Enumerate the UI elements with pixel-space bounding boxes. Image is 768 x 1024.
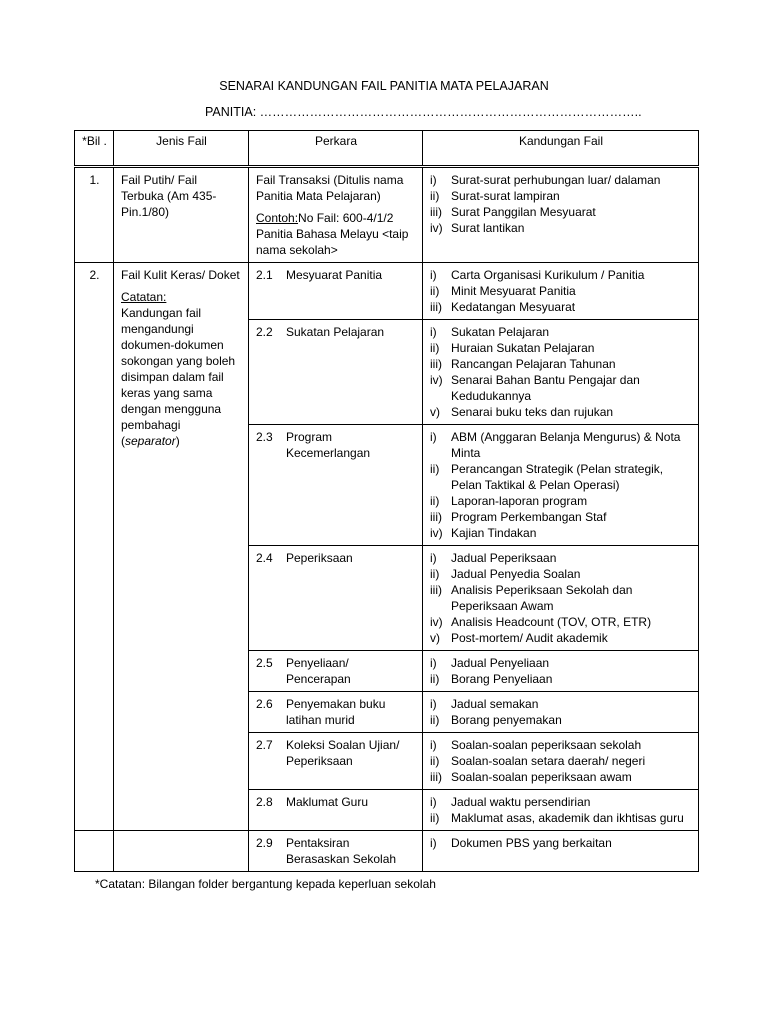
section-title: Koleksi Soalan Ujian/ Peperiksaan: [286, 738, 400, 768]
list-item-text: Jadual semakan: [451, 697, 539, 711]
list-item: [430, 671, 692, 687]
section-number: 2.5: [256, 656, 273, 670]
list-item: [430, 429, 692, 461]
kandungan-list: [430, 172, 692, 236]
row-perkara: [249, 651, 423, 692]
list-item-number: iii): [430, 205, 442, 219]
section-number: 2.3: [256, 430, 273, 444]
kandungan-list: [430, 267, 692, 315]
list-item: [430, 566, 692, 582]
row-kandungan: [423, 651, 699, 692]
list-item-text: Senarai buku teks dan rujukan: [451, 405, 614, 419]
row-kandungan: [423, 167, 699, 263]
row-perkara: [249, 546, 423, 651]
section-heading: [256, 794, 416, 810]
list-item-number: i): [430, 836, 437, 850]
list-item-text: ABM (Anggaran Belanja Mengurus) & Nota Minta: [451, 430, 681, 460]
list-item-text: Jadual waktu persendirian: [451, 795, 591, 809]
perkara-main: Fail Transaksi (Ditulis nama Panitia Mata Pelajaran): [256, 173, 404, 203]
list-item-text: Surat lantikan: [451, 221, 525, 235]
kandungan-list: [430, 737, 692, 785]
list-item: [430, 172, 692, 188]
list-item-number: i): [430, 430, 437, 444]
list-item-text: Jadual Penyedia Soalan: [451, 567, 581, 581]
list-item-text: Surat Panggilan Mesyuarat: [451, 205, 596, 219]
row-jenis-fail: Fail Putih/ Fail Terbuka (Am 435-Pin.1/80): [114, 167, 249, 263]
kandungan-list: [430, 429, 692, 541]
list-item-number: i): [430, 697, 437, 711]
list-item-text: Sukatan Pelajaran: [451, 325, 550, 339]
section-number: 2.9: [256, 836, 273, 850]
section-heading: [256, 737, 416, 769]
list-item-number: iv): [430, 221, 443, 235]
panitia-line: PANITIA: ………………………………………………………………………………..: [205, 105, 642, 119]
list-item: [430, 356, 692, 372]
row-perkara: [249, 320, 423, 425]
list-item-number: v): [430, 405, 440, 419]
kandungan-list: [430, 655, 692, 687]
row-kandungan: [423, 790, 699, 831]
list-item-text: Huraian Sukatan Pelajaran: [451, 341, 595, 355]
list-item: [430, 220, 692, 236]
contoh-label: Contoh:: [256, 211, 299, 225]
list-item: [430, 461, 692, 493]
catatan-text-end: ): [175, 434, 180, 448]
list-item-text: Maklumat asas, akademik dan ikhtisas guru: [451, 811, 684, 825]
catatan-separator: separator: [125, 434, 176, 448]
kandungan-list: [430, 324, 692, 420]
list-item-number: i): [430, 551, 437, 565]
list-item-number: ii): [430, 462, 440, 476]
contoh-text: No Fail: 600-4/1/2 Panitia Bahasa Melayu <taip nama sekolah>: [256, 211, 409, 257]
section-number: 2.6: [256, 697, 273, 711]
file-contents-table: [74, 130, 699, 872]
list-item-number: ii): [430, 811, 440, 825]
header-perkara: Perkara: [249, 131, 423, 167]
section-title: Mesyuarat Panitia: [286, 268, 383, 282]
row-perkara: [249, 733, 423, 790]
list-item-text: Soalan-soalan setara daerah/ negeri: [451, 754, 646, 768]
row-perkara: [249, 831, 423, 872]
table-row: [75, 167, 699, 263]
list-item-text: Perancangan Strategik (Pelan strategik, Pelan Taktikal & Pelan Operasi): [451, 462, 664, 492]
list-item-number: iii): [430, 357, 442, 371]
list-item-text: Program Perkembangan Staf: [451, 510, 607, 524]
list-item-number: iii): [430, 300, 442, 314]
list-item-number: iii): [430, 770, 442, 784]
kandungan-list: [430, 550, 692, 646]
table-header-row: [75, 131, 699, 167]
list-item-number: ii): [430, 284, 440, 298]
table-row: [75, 263, 699, 320]
list-item-text: Surat-surat lampiran: [451, 189, 560, 203]
row-perkara: [249, 692, 423, 733]
catatan-text-main: Kandungan fail mengandungi dokumen-dokumen sokongan yang boleh disimpan dalam fail keras yang sama dengan mengguna pembahagi (: [121, 306, 236, 448]
section-heading: [256, 429, 416, 461]
section-number: 2.1: [256, 268, 273, 282]
row-perkara: [249, 425, 423, 546]
list-item: [430, 324, 692, 340]
list-item: [430, 630, 692, 646]
list-item: [430, 794, 692, 810]
header-kandungan-fail: Kandungan Fail: [423, 131, 699, 167]
kandungan-list: [430, 835, 692, 851]
list-item: [430, 283, 692, 299]
list-item-text: Carta Organisasi Kurikulum / Panitia: [451, 268, 645, 282]
section-title: Penyeliaan/ Pencerapan: [286, 656, 351, 686]
list-item-text: Jadual Peperiksaan: [451, 551, 557, 565]
section-heading: [256, 267, 416, 283]
list-item-number: iv): [430, 526, 443, 540]
section-heading: [256, 655, 416, 687]
section-heading: [256, 835, 416, 867]
list-item: [430, 737, 692, 753]
row-kandungan: [423, 692, 699, 733]
list-item-number: iii): [430, 583, 442, 597]
catatan-text: [121, 305, 242, 449]
list-item-text: Minit Mesyuarat Panitia: [451, 284, 576, 298]
list-item-number: v): [430, 631, 440, 645]
row-jenis-empty: [114, 831, 249, 872]
row-perkara: [249, 263, 423, 320]
row-kandungan: [423, 425, 699, 546]
list-item-number: ii): [430, 567, 440, 581]
list-item: [430, 696, 692, 712]
row-kandungan: [423, 320, 699, 425]
list-item: [430, 753, 692, 769]
list-item-text: Kajian Tindakan: [451, 526, 537, 540]
section-title: Peperiksaan: [286, 551, 353, 565]
list-item-number: ii): [430, 672, 440, 686]
header-jenis-fail: Jenis Fail: [114, 131, 249, 167]
list-item: [430, 404, 692, 420]
list-item: [430, 267, 692, 283]
list-item-number: ii): [430, 189, 440, 203]
section-title: Program Kecemerlangan: [286, 430, 371, 460]
list-item: [430, 769, 692, 785]
list-item: [430, 372, 692, 404]
row-bil: 2.: [75, 263, 114, 831]
footnote: *Catatan: Bilangan folder bergantung kepada keperluan sekolah: [95, 877, 436, 891]
list-item-text: Laporan-laporan program: [451, 494, 588, 508]
list-item-text: Senarai Bahan Bantu Pengajar dan Kedudukannya: [451, 373, 640, 403]
list-item-number: ii): [430, 341, 440, 355]
row-kandungan: [423, 263, 699, 320]
section-title: Maklumat Guru: [286, 795, 369, 809]
list-item-number: i): [430, 795, 437, 809]
list-item: [430, 810, 692, 826]
row-bil: 1.: [75, 167, 114, 263]
kandungan-list: [430, 794, 692, 826]
section-number: 2.4: [256, 551, 273, 565]
section-title: Pentaksiran Berasaskan Sekolah: [286, 836, 397, 866]
list-item-number: i): [430, 325, 437, 339]
list-item: [430, 835, 692, 851]
list-item: [430, 509, 692, 525]
table-row: [75, 831, 699, 872]
section-heading: [256, 550, 416, 566]
list-item-number: i): [430, 738, 437, 752]
list-item-text: Post-mortem/ Audit akademik: [451, 631, 608, 645]
list-item: [430, 614, 692, 630]
list-item-text: Borang penyemakan: [451, 713, 562, 727]
list-item-number: iv): [430, 615, 443, 629]
list-item-number: ii): [430, 494, 440, 508]
list-item-text: Soalan-soalan peperiksaan awam: [451, 770, 632, 784]
list-item: [430, 204, 692, 220]
section-number: 2.8: [256, 795, 273, 809]
list-item-number: i): [430, 656, 437, 670]
row-perkara: [249, 790, 423, 831]
row-kandungan: [423, 546, 699, 651]
list-item: [430, 188, 692, 204]
list-item: [430, 525, 692, 541]
list-item-text: Surat-surat perhubungan luar/ dalaman: [451, 173, 661, 187]
list-item-number: i): [430, 173, 437, 187]
list-item: [430, 550, 692, 566]
list-item-number: ii): [430, 713, 440, 727]
header-bil: *Bil .: [75, 131, 114, 167]
catatan-label: Catatan:: [121, 290, 167, 304]
list-item-text: Analisis Headcount (TOV, OTR, ETR): [451, 615, 652, 629]
list-item-number: i): [430, 268, 437, 282]
list-item-number: ii): [430, 754, 440, 768]
row-kandungan: [423, 733, 699, 790]
list-item-number: iii): [430, 510, 442, 524]
list-item: [430, 582, 692, 614]
row-bil-empty: [75, 831, 114, 872]
list-item-text: Kedatangan Mesyuarat: [451, 300, 576, 314]
list-item: [430, 655, 692, 671]
kandungan-list: [430, 696, 692, 728]
list-item: [430, 493, 692, 509]
list-item-text: Borang Penyeliaan: [451, 672, 553, 686]
list-item-number: iv): [430, 373, 443, 387]
row-kandungan: [423, 831, 699, 872]
list-item-text: Analisis Peperiksaan Sekolah dan Peperiksaan Awam: [451, 583, 633, 613]
section-heading: [256, 324, 416, 340]
perkara-contoh: [256, 210, 416, 258]
section-heading: [256, 696, 416, 728]
catatan-note: [121, 289, 242, 449]
row-perkara: [249, 167, 423, 263]
jenis-fail-text: Fail Kulit Keras/ Doket: [121, 268, 240, 282]
list-item: [430, 340, 692, 356]
section-title: Sukatan Pelajaran: [286, 325, 385, 339]
section-number: 2.7: [256, 738, 273, 752]
list-item-text: Soalan-soalan peperiksaan sekolah: [451, 738, 642, 752]
list-item-text: Jadual Penyeliaan: [451, 656, 550, 670]
list-item-text: Dokumen PBS yang berkaitan: [451, 836, 612, 850]
list-item-text: Rancangan Pelajaran Tahunan: [451, 357, 616, 371]
list-item: [430, 712, 692, 728]
document-title: SENARAI KANDUNGAN FAIL PANITIA MATA PELAJARAN: [219, 79, 549, 93]
section-number: 2.2: [256, 325, 273, 339]
section-title: Penyemakan buku latihan murid: [286, 697, 386, 727]
list-item: [430, 299, 692, 315]
row-jenis-fail: [114, 263, 249, 831]
